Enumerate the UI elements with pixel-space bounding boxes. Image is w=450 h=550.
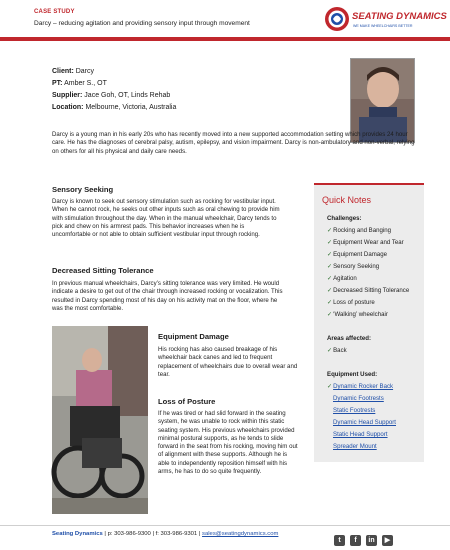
footer-brand: Seating Dynamics — [52, 531, 103, 537]
footer-email-link[interactable]: sales@seatingdynamics.com — [202, 531, 279, 537]
static-footrests-link[interactable]: Static Footrests — [333, 407, 376, 414]
sensory-seeking-text: Darcy is known to seek out sensory stimulation such as rocking for vestibular input. When he cannot rock, he seeks out other inputs such as oral chewing to provide him with stimulation throughout the day. When in the manual wheelchair, Darcy tends to pick and chew on his armrest pads. This behavior increases when he is uncomfortable or not able to obtain sufficient vestibular input through rocking. — [52, 198, 280, 239]
challenge-item: ✓Agitation — [327, 275, 357, 282]
supplier-value: Jace Goh, OT, Linds Rehab — [84, 92, 171, 99]
seating-dynamics-logo — [324, 6, 447, 32]
supplier-field: Supplier: Jace Goh, OT, Linds Rehab — [52, 92, 171, 99]
quick-notes-panel — [314, 183, 424, 462]
dynamic-rocker-back-link[interactable]: Dynamic Rocker Back — [333, 383, 394, 390]
area-item: ✓Back — [327, 347, 347, 354]
client-value: Darcy — [75, 68, 95, 75]
client-field: Client: Darcy — [52, 68, 95, 75]
case-study-kicker: CASE STUDY — [34, 9, 75, 15]
equipment-damage-heading: Equipment Damage — [158, 332, 229, 341]
checkmark-icon: ✓ — [327, 263, 333, 270]
logo-wordmark: SEATING DYNAMICS — [352, 11, 447, 22]
areas-affected-label: Areas affected: — [327, 335, 372, 342]
logo-tagline: WE MAKE WHEELCHAIRS BETTER — [353, 24, 413, 28]
intro-paragraph: Darcy is a young man in his early 20s who has recently moved into a new supported accommodation setting which provides 24 hour care. He has the diagnoses of cerebral palsy, autism, epilepsy, and vision impairment. Darcy is non-ambulatory and non-verbal, relying on others for all his physical and daily care needs. — [52, 131, 415, 155]
pt-value: Amber S., OT — [64, 80, 107, 87]
checkmark-icon: ✓ — [327, 239, 333, 246]
pt-field: PT: Amber S., OT — [52, 80, 107, 87]
challenge-item: ✓Rocking and Banging — [327, 227, 392, 234]
challenge-item: ✓Equipment Wear and Tear — [327, 239, 404, 246]
dynamic-head-support-link[interactable]: Dynamic Head Support — [333, 419, 396, 426]
loss-of-posture-text: If he was tired or had slid forward in the seating system, he was unable to rock within this static seating system. His previous wheelchairs provided minimal postural supports, as he tends to slide forward in the seat from his rocking, moving him out of alignment with these supports. Although he is able to independently reposition himself with his arms, he has to do so quite frequently. — [158, 410, 298, 476]
challenge-item: ✓Decreased Sitting Tolerance — [327, 287, 410, 294]
wheelchair-photo — [52, 326, 148, 514]
challenges-label: Challenges: — [327, 215, 362, 222]
static-head-support-link[interactable]: Static Head Support — [333, 431, 388, 438]
sitting-tolerance-heading: Decreased Sitting Tolerance — [52, 266, 154, 275]
spreader-mount-link[interactable]: Spreader Mount — [333, 443, 377, 450]
checkmark-icon: ✓ — [327, 311, 333, 318]
challenge-item: ✓Loss of posture — [327, 299, 375, 306]
document-title: Darcy – reducing agitation and providing sensory input through movement — [34, 20, 250, 27]
location-value: Melbourne, Victoria, Australia — [85, 104, 177, 111]
equipment-damage-text: His rocking has also caused breakage of his wheelchair back canes and led to frequent replacement of wheelchairs due to overall wear and tear. — [158, 346, 298, 378]
sensory-seeking-heading: Sensory Seeking — [52, 185, 114, 194]
checkmark-icon: ✓ — [327, 287, 333, 294]
checkmark-icon: ✓ — [327, 227, 333, 234]
equipment-used-label: Equipment Used: — [327, 371, 378, 378]
youtube-icon[interactable]: ▶ — [382, 535, 393, 546]
location-field: Location: Melbourne, Victoria, Australia — [52, 104, 177, 111]
checkmark-icon: ✓ — [327, 299, 333, 306]
checkmark-icon: ✓ — [327, 347, 333, 354]
header-rule — [0, 37, 450, 41]
loss-of-posture-heading: Loss of Posture — [158, 397, 216, 406]
challenge-item: ✓Sensory Seeking — [327, 263, 380, 270]
footer-contact: Seating Dynamics | p: 303-986-9300 | f: 303-986-9301 | sales@seatingdynamics.com — [52, 531, 279, 537]
facebook-icon[interactable]: f — [350, 535, 361, 546]
linkedin-icon[interactable]: in — [366, 535, 377, 546]
footer-fax: f: 303-986-9301 — [155, 531, 198, 537]
footer-rule — [0, 525, 450, 526]
challenge-item: ✓‘Walking’ wheelchair — [327, 311, 388, 318]
sitting-tolerance-text: In previous manual wheelchairs, Darcy’s sitting tolerance was very limited. He would indicate a desire to get out of the chair through increased rocking or vocalization. This resulted in Darcy spending most of his day on his activity mat on the floor, where he was the most comfortable. — [52, 280, 283, 312]
checkmark-icon: ✓ — [327, 251, 333, 258]
quick-notes-title: Quick Notes — [322, 195, 372, 205]
equipment-item — [327, 383, 393, 390]
twitter-icon[interactable]: t — [334, 535, 345, 546]
dynamic-footrests-link[interactable]: Dynamic Footrests — [333, 395, 384, 402]
checkmark-icon: ✓ — [327, 275, 333, 282]
footer-phone: p: 303-986-9300 — [107, 531, 151, 537]
challenge-item: ✓Equipment Damage — [327, 251, 387, 258]
checkmark-icon: ✓ — [327, 383, 333, 390]
